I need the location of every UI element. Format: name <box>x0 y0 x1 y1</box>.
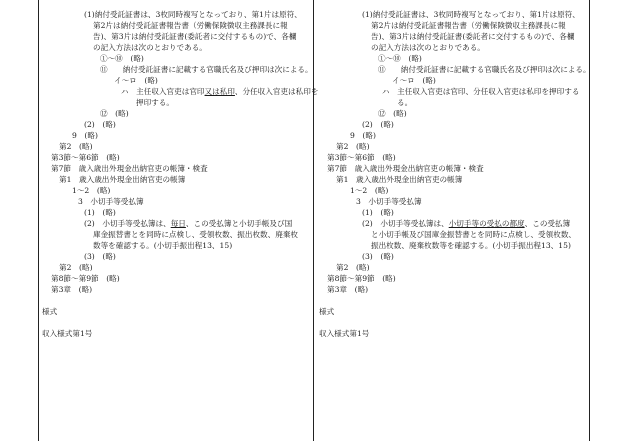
section-2: 第2 (略) <box>336 142 370 151</box>
section-7-item-3-2-text-a: (2) 小切手等受払簿は、 <box>362 219 449 228</box>
forms-heading: 様式 <box>42 307 58 316</box>
section-7-item-3-3: (3) (略) <box>362 252 394 261</box>
item1-line3: 告)、第3片は納付受託証書(委託者に交付するもの)で、各欄 <box>371 32 575 41</box>
section-7-part-2: 第2 (略) <box>59 263 93 272</box>
center-column-divider <box>313 0 314 441</box>
section-7-item-3-2-line2: 庫金振替書とを同時に点検し、受領枚数、振出枚数、廃棄枚 <box>93 230 299 239</box>
section-7-item-3: 3 小切手等受払簿 <box>356 197 422 206</box>
section-7-item-3-1: (1) (略) <box>362 208 394 217</box>
chapter-3: 第3章 (略) <box>51 285 93 294</box>
section-7-item-3-1: (1) (略) <box>84 208 116 217</box>
sections-8-9: 第8節～第9節 (略) <box>327 274 396 283</box>
item9: 9 (略) <box>350 131 376 140</box>
sub-item-1-10: ①～⑩ (略) <box>100 54 144 63</box>
left-column-border <box>38 0 39 441</box>
sub-item-ha: ハ 主任収入官吏は官印、分任収入官吏は私印を押印する <box>382 87 580 96</box>
sub-item-ha-continuation: 押印する。 <box>136 98 174 107</box>
sections-3-6: 第3節～第6節 (略) <box>327 153 396 162</box>
form-1: 収入様式第1号 <box>319 329 370 338</box>
item2: (2) (略) <box>362 120 394 129</box>
section-7-item-3-2 <box>362 219 570 229</box>
sections-3-6: 第3節～第6節 (略) <box>51 153 120 162</box>
sub-item-ha-underlined: 又は私印 <box>204 87 235 96</box>
form-1: 収入様式第1号 <box>42 329 93 338</box>
item2: (2) (略) <box>84 120 116 129</box>
section-7-items-1-2: 1～2 (略) <box>72 186 111 195</box>
section-7-part-2: 第2 (略) <box>336 263 370 272</box>
section-7-item-3: 3 小切手等受払簿 <box>78 197 144 206</box>
item1-line3: 告)、第3片は納付受託証書(委託者に交付するもの)で、各欄 <box>93 32 297 41</box>
item1-line1: (1)納付受託証書は、3枚同時複写となっており、第1片は原符、 <box>84 10 302 19</box>
item1-line4: の記入方法は次のとおりである。 <box>371 43 485 52</box>
sub-item-ha-continuation: る。 <box>397 98 413 107</box>
section-7-item-3-2-text-a: (2) 小切手等受払簿は、 <box>84 219 171 228</box>
section-7-item-3-2-underlined: 小切手等の受払の都度 <box>448 219 525 228</box>
section-7-item-3-2-underlined: 毎日 <box>170 219 186 228</box>
sub-item-11: ⑪ 納付受託証書に記載する官職氏名及び押印は次による。 <box>100 65 313 74</box>
section-7-item-3-3: (3) (略) <box>84 252 116 261</box>
section-7-item-3-2-text-b: 、この受払簿と小切手帳及び国 <box>185 219 293 228</box>
section-7-title: 第7節 歳入歳出外現金出納官吏の帳簿・検査 <box>327 164 484 173</box>
sub-item-11: ⑪ 納付受託証書に記載する官職氏名及び押印は次による。 <box>378 65 591 74</box>
sections-8-9: 第8節～第9節 (略) <box>51 274 120 283</box>
item1-line1: (1)納付受託証書は、3枚同時複写となっており、第1片は原符、 <box>362 10 580 19</box>
section-7-item-3-2-line3: 数等を確認する。(小切手振出程13、15) <box>93 241 233 250</box>
sub-item-1-10: ①～⑩ (略) <box>378 54 422 63</box>
section-2: 第2 (略) <box>59 142 93 151</box>
section-7-part-1: 第1 歳入歳出外現金出納官吏の帳簿 <box>59 175 186 184</box>
sub-item-i-ro: イ～ロ (略) <box>392 76 436 85</box>
section-7-part-1: 第1 歳入歳出外現金出納官吏の帳簿 <box>336 175 463 184</box>
sub-item-12: ⑫ (略) <box>100 109 129 118</box>
section-7-item-3-2-line2: と小切手帳及び国庫金振替書とを同時に点検し、受領枚数、 <box>371 230 577 239</box>
item1-line2: 第2片は納付受託証書報告書（労働保険徴収主務課長に報 <box>371 21 566 30</box>
sub-item-ha-text-a: ハ 主任収入官吏は官印 <box>121 87 205 96</box>
sub-item-ha-text-b: 、分任収入官吏は私印を <box>234 87 319 96</box>
chapter-3: 第3章 (略) <box>327 285 369 294</box>
sub-item-i-ro: イ～ロ (略) <box>114 76 158 85</box>
item9: 9 (略) <box>72 131 98 140</box>
section-7-item-3-2 <box>84 219 292 229</box>
sub-item-ha <box>121 87 318 97</box>
section-7-item-3-2-text-b: 、この受払簿 <box>524 219 571 228</box>
sub-item-12: ⑫ (略) <box>378 109 407 118</box>
item1-line4: の記入方法は次のとおりである。 <box>93 43 207 52</box>
section-7-items-1-2: 1～2 (略) <box>350 186 389 195</box>
forms-heading: 様式 <box>319 307 335 316</box>
section-7-item-3-2-line3: 振出枚数、廃棄枚数等を確認する。(小切手振出程13、15) <box>371 241 571 250</box>
item1-line2: 第2片は納付受託証書報告書（労働保険徴収主務課長に報 <box>93 21 288 30</box>
section-7-title: 第7節 歳入歳出外現金出納官吏の帳簿・検査 <box>51 164 208 173</box>
